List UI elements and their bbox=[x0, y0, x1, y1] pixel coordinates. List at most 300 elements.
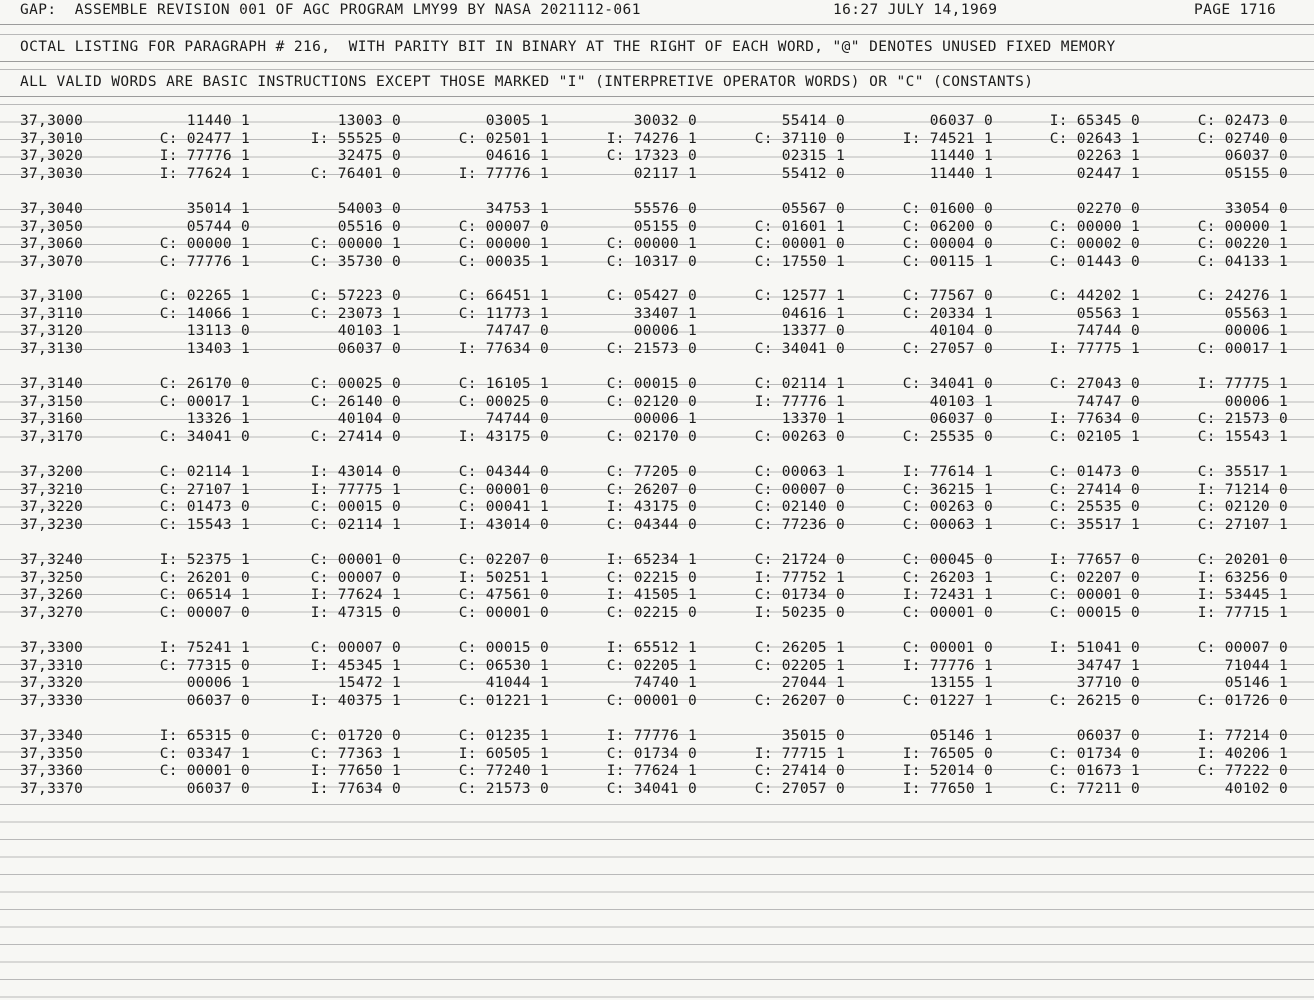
octal-word: 54003 0 bbox=[337, 201, 401, 217]
octal-word: C: 12577 1 bbox=[754, 288, 845, 304]
octal-word: C: 00007 0 bbox=[1197, 640, 1288, 656]
octal-word: 41044 1 bbox=[485, 675, 549, 691]
octal-word: C: 35517 1 bbox=[1197, 464, 1288, 480]
octal-word: I: 77650 1 bbox=[902, 780, 993, 797]
octal-word: I: 74276 1 bbox=[606, 130, 697, 147]
octal-word: C: 00063 1 bbox=[754, 464, 845, 480]
octal-word: C: 01473 0 bbox=[1049, 464, 1140, 480]
row-address: 37,3030 bbox=[20, 165, 84, 182]
octal-word: I: 65234 1 bbox=[606, 552, 697, 568]
octal-word: I: 77775 1 bbox=[1049, 340, 1140, 357]
octal-word: I: 77776 1 bbox=[606, 728, 697, 744]
octal-word: C: 27043 0 bbox=[1049, 376, 1140, 392]
octal-word: C: 27414 0 bbox=[754, 763, 845, 779]
octal-word: 06037 0 bbox=[1224, 148, 1288, 164]
octal-word: C: 35730 0 bbox=[310, 253, 401, 270]
octal-word: I: 51041 0 bbox=[1049, 640, 1140, 656]
octal-word: C: 01443 0 bbox=[1049, 253, 1140, 270]
octal-word: I: 40375 1 bbox=[310, 692, 401, 709]
header-line-3 bbox=[0, 72, 1314, 97]
octal-word: C: 02207 0 bbox=[1049, 569, 1140, 586]
octal-word: 05146 1 bbox=[929, 728, 993, 744]
octal-word: 02270 0 bbox=[1076, 201, 1140, 217]
octal-word: C: 00017 1 bbox=[1197, 340, 1288, 357]
listing-row bbox=[0, 482, 1314, 500]
octal-word: C: 01601 1 bbox=[754, 218, 845, 235]
octal-word: C: 00000 1 bbox=[159, 236, 250, 252]
listing-row bbox=[0, 254, 1314, 272]
octal-word: 34747 1 bbox=[1076, 657, 1140, 674]
listing-row bbox=[0, 236, 1314, 254]
octal-word: C: 11773 1 bbox=[458, 305, 549, 322]
block-separator bbox=[0, 622, 1314, 640]
octal-word: C: 77240 1 bbox=[458, 763, 549, 779]
octal-word: 05567 0 bbox=[781, 201, 845, 217]
octal-word: C: 00041 1 bbox=[458, 499, 549, 515]
listing-row bbox=[0, 746, 1314, 764]
octal-word: I: 60505 1 bbox=[458, 745, 549, 762]
octal-word: C: 00001 0 bbox=[310, 552, 401, 568]
octal-word: C: 27057 0 bbox=[902, 340, 993, 357]
octal-word: 04616 1 bbox=[781, 305, 845, 322]
row-address: 37,3010 bbox=[20, 130, 84, 147]
octal-word: 55412 0 bbox=[781, 165, 845, 182]
octal-word: I: 50235 0 bbox=[754, 604, 845, 621]
octal-word: 06037 0 bbox=[337, 340, 401, 357]
octal-word: 37710 0 bbox=[1076, 675, 1140, 691]
octal-word: C: 02120 0 bbox=[1197, 499, 1288, 515]
octal-word: I: 74521 1 bbox=[902, 130, 993, 147]
octal-word: 55414 0 bbox=[781, 113, 845, 129]
octal-word: C: 34041 0 bbox=[159, 428, 250, 445]
octal-word: C: 00015 0 bbox=[458, 640, 549, 656]
octal-word: 74747 0 bbox=[1076, 393, 1140, 410]
octal-word: C: 77363 1 bbox=[310, 745, 401, 762]
octal-word: C: 00015 0 bbox=[606, 376, 697, 392]
octal-word: C: 00263 0 bbox=[902, 499, 993, 515]
octal-word: C: 01734 0 bbox=[754, 587, 845, 603]
octal-word: C: 00025 0 bbox=[310, 376, 401, 392]
octal-word: 05744 0 bbox=[186, 218, 250, 235]
octal-word: 13377 0 bbox=[781, 323, 845, 339]
octal-word: C: 21573 0 bbox=[458, 780, 549, 797]
header-line-1 bbox=[0, 0, 1314, 25]
octal-word: C: 06530 1 bbox=[458, 657, 549, 674]
octal-word: C: 14066 1 bbox=[159, 305, 250, 322]
octal-word: C: 01734 0 bbox=[1049, 745, 1140, 762]
octal-word: C: 77776 1 bbox=[159, 253, 250, 270]
octal-word: I: 77715 1 bbox=[1197, 604, 1288, 621]
listing-row bbox=[0, 219, 1314, 237]
octal-word: C: 02215 0 bbox=[606, 569, 697, 586]
octal-word: 74740 1 bbox=[633, 675, 697, 691]
octal-word: C: 00007 0 bbox=[310, 569, 401, 586]
octal-word: 35015 0 bbox=[781, 728, 845, 744]
octal-word: I: 43014 0 bbox=[458, 516, 549, 533]
octal-word: C: 10317 0 bbox=[606, 253, 697, 270]
octal-word: C: 00263 0 bbox=[754, 428, 845, 445]
octal-word: C: 23073 1 bbox=[310, 305, 401, 322]
octal-word: C: 04344 0 bbox=[458, 464, 549, 480]
octal-word: 34753 1 bbox=[485, 201, 549, 217]
listing-row bbox=[0, 131, 1314, 149]
octal-word: C: 02114 1 bbox=[159, 464, 250, 480]
listing-row bbox=[0, 605, 1314, 623]
octal-word: I: 41505 1 bbox=[606, 587, 697, 603]
octal-word: C: 05427 0 bbox=[606, 288, 697, 304]
block-separator bbox=[0, 710, 1314, 728]
octal-word: I: 77614 1 bbox=[902, 464, 993, 480]
octal-word: I: 77657 0 bbox=[1049, 552, 1140, 568]
page-number: PAGE 1716 bbox=[1194, 2, 1277, 18]
octal-word: 00006 1 bbox=[1224, 393, 1288, 410]
octal-word: C: 00007 0 bbox=[310, 640, 401, 656]
octal-word: 33054 0 bbox=[1224, 201, 1288, 217]
row-address: 37,3160 bbox=[20, 411, 84, 427]
listing-row bbox=[0, 675, 1314, 693]
row-address: 37,3370 bbox=[20, 780, 84, 797]
row-address: 37,3060 bbox=[20, 236, 84, 252]
octal-word: C: 02114 1 bbox=[754, 376, 845, 392]
octal-word: 40102 0 bbox=[1224, 780, 1288, 797]
row-address: 37,3140 bbox=[20, 376, 84, 392]
octal-word: 06037 0 bbox=[186, 692, 250, 709]
octal-word: C: 26215 0 bbox=[1049, 692, 1140, 709]
octal-word: C: 17550 1 bbox=[754, 253, 845, 270]
octal-word: C: 34041 0 bbox=[902, 376, 993, 392]
octal-word: C: 01235 1 bbox=[458, 728, 549, 744]
row-address: 37,3340 bbox=[20, 728, 84, 744]
octal-word: C: 00045 0 bbox=[902, 552, 993, 568]
octal-word: C: 21573 0 bbox=[606, 340, 697, 357]
octal-word: C: 77222 0 bbox=[1197, 763, 1288, 779]
octal-word: C: 00025 0 bbox=[458, 393, 549, 410]
octal-word: 06037 0 bbox=[929, 113, 993, 129]
octal-word: C: 00000 1 bbox=[1197, 218, 1288, 235]
header-line-2 bbox=[0, 37, 1314, 62]
octal-word: I: 77775 1 bbox=[310, 481, 401, 498]
row-address: 37,3200 bbox=[20, 464, 84, 480]
octal-word: 02117 1 bbox=[633, 165, 697, 182]
octal-word: I: 53445 1 bbox=[1197, 587, 1288, 603]
octal-word: C: 00000 1 bbox=[458, 236, 549, 252]
octal-word: I: 77752 1 bbox=[754, 569, 845, 586]
octal-word: 06037 0 bbox=[1076, 728, 1140, 744]
octal-word: 13326 1 bbox=[186, 411, 250, 427]
octal-word: C: 00004 0 bbox=[902, 236, 993, 252]
listing-row bbox=[0, 640, 1314, 658]
octal-word: I: 45345 1 bbox=[310, 657, 401, 674]
octal-word: C: 15543 1 bbox=[1197, 428, 1288, 445]
octal-word: C: 00001 0 bbox=[606, 692, 697, 709]
octal-word: 00006 1 bbox=[633, 411, 697, 427]
octal-word: 11440 1 bbox=[186, 113, 250, 129]
octal-word: C: 00220 1 bbox=[1197, 236, 1288, 252]
octal-word: C: 03347 1 bbox=[159, 745, 250, 762]
octal-word: C: 02215 0 bbox=[606, 604, 697, 621]
listing-row bbox=[0, 394, 1314, 412]
octal-word: 15472 1 bbox=[337, 675, 401, 691]
octal-word: C: 16105 1 bbox=[458, 376, 549, 392]
octal-word: C: 00001 0 bbox=[458, 481, 549, 498]
octal-word: 35014 1 bbox=[186, 201, 250, 217]
octal-word: 02263 1 bbox=[1076, 148, 1140, 164]
octal-word: I: 65315 0 bbox=[159, 728, 250, 744]
octal-word: I: 43014 0 bbox=[310, 464, 401, 480]
octal-word: I: 77650 1 bbox=[310, 763, 401, 779]
octal-word: C: 27107 1 bbox=[1197, 516, 1288, 533]
octal-word: I: 77214 0 bbox=[1197, 728, 1288, 744]
listing-row bbox=[0, 464, 1314, 482]
octal-word: C: 00063 1 bbox=[902, 516, 993, 533]
octal-word: C: 20334 1 bbox=[902, 305, 993, 322]
octal-word: I: 63256 0 bbox=[1197, 569, 1288, 586]
octal-word: C: 20201 0 bbox=[1197, 552, 1288, 568]
octal-word: I: 76505 0 bbox=[902, 745, 993, 762]
row-address: 37,3020 bbox=[20, 148, 84, 164]
octal-word: I: 43175 0 bbox=[606, 499, 697, 515]
octal-word: C: 35517 1 bbox=[1049, 516, 1140, 533]
octal-word: 02447 1 bbox=[1076, 165, 1140, 182]
octal-word: I: 77634 0 bbox=[458, 340, 549, 357]
assembly-title: GAP: ASSEMBLE REVISION 001 OF AGC PROGRAM LMY99 BY NASA 2021112-061 bbox=[20, 2, 641, 18]
octal-word: I: 71214 0 bbox=[1197, 481, 1288, 498]
listing-row bbox=[0, 781, 1314, 799]
row-address: 37,3000 bbox=[20, 113, 84, 129]
octal-word: C: 77205 0 bbox=[606, 464, 697, 480]
octal-word: C: 26205 1 bbox=[754, 640, 845, 656]
block-separator bbox=[0, 270, 1314, 288]
octal-word: 00006 1 bbox=[186, 675, 250, 691]
octal-word: C: 21724 0 bbox=[754, 552, 845, 568]
octal-word: 06037 0 bbox=[186, 780, 250, 797]
octal-word: C: 00001 0 bbox=[902, 640, 993, 656]
octal-word: C: 02170 0 bbox=[606, 428, 697, 445]
listing-row bbox=[0, 166, 1314, 184]
octal-word: I: 77776 1 bbox=[458, 165, 549, 182]
octal-word: C: 02207 0 bbox=[458, 552, 549, 568]
octal-word: C: 01734 0 bbox=[606, 745, 697, 762]
octal-word: I: 72431 1 bbox=[902, 587, 993, 603]
listing-row bbox=[0, 693, 1314, 711]
listing-row bbox=[0, 517, 1314, 535]
row-address: 37,3310 bbox=[20, 657, 84, 674]
octal-word: 13403 1 bbox=[186, 340, 250, 357]
listing-row bbox=[0, 728, 1314, 746]
octal-word: I: 77715 1 bbox=[754, 745, 845, 762]
block-separator bbox=[0, 446, 1314, 464]
octal-word: C: 77567 0 bbox=[902, 288, 993, 304]
octal-word: C: 00015 0 bbox=[1049, 604, 1140, 621]
octal-word: C: 26203 1 bbox=[902, 569, 993, 586]
row-address: 37,3110 bbox=[20, 305, 84, 322]
row-address: 37,3360 bbox=[20, 763, 84, 779]
octal-word: I: 77776 1 bbox=[754, 393, 845, 410]
row-address: 37,3350 bbox=[20, 745, 84, 762]
octal-word: C: 77315 0 bbox=[159, 657, 250, 674]
row-address: 37,3230 bbox=[20, 516, 84, 533]
octal-word: C: 37110 0 bbox=[754, 130, 845, 147]
octal-word: C: 00015 0 bbox=[310, 499, 401, 515]
octal-word: C: 02740 0 bbox=[1197, 130, 1288, 147]
octal-word: C: 00017 1 bbox=[159, 393, 250, 410]
row-address: 37,3330 bbox=[20, 692, 84, 709]
octal-word: I: 77624 1 bbox=[310, 587, 401, 603]
octal-word: 02315 1 bbox=[781, 148, 845, 164]
row-address: 37,3300 bbox=[20, 640, 84, 656]
octal-word: C: 26170 0 bbox=[159, 376, 250, 392]
octal-word: 05155 0 bbox=[633, 218, 697, 235]
octal-word: I: 77624 1 bbox=[159, 165, 250, 182]
block-separator bbox=[0, 534, 1314, 552]
row-address: 37,3210 bbox=[20, 481, 84, 498]
octal-word: C: 00035 1 bbox=[458, 253, 549, 270]
octal-word: I: 52375 1 bbox=[159, 552, 250, 568]
octal-word: 00006 1 bbox=[1224, 323, 1288, 339]
octal-word: C: 01227 1 bbox=[902, 692, 993, 709]
assembly-timestamp: 16:27 JULY 14,1969 bbox=[833, 2, 998, 18]
listing-legend: ALL VALID WORDS ARE BASIC INSTRUCTIONS EXCEPT THOSE MARKED "I" (INTERPRETIVE OPERATOR WORDS) OR "C" (CONSTANTS) bbox=[20, 74, 1034, 90]
octal-word: C: 27107 1 bbox=[159, 481, 250, 498]
octal-word: 71044 1 bbox=[1224, 657, 1288, 674]
octal-word: I: 77634 0 bbox=[1049, 411, 1140, 427]
octal-word: 40104 0 bbox=[929, 323, 993, 339]
octal-word: 05146 1 bbox=[1224, 675, 1288, 691]
octal-word: I: 43175 0 bbox=[458, 428, 549, 445]
octal-word: C: 25535 0 bbox=[1049, 499, 1140, 515]
octal-word: I: 50251 1 bbox=[458, 569, 549, 586]
octal-word: C: 26201 0 bbox=[159, 569, 250, 586]
row-address: 37,3170 bbox=[20, 428, 84, 445]
octal-word: C: 76401 0 bbox=[310, 165, 401, 182]
octal-word: C: 57223 0 bbox=[310, 288, 401, 304]
octal-word: C: 24276 1 bbox=[1197, 288, 1288, 304]
octal-word: 11440 1 bbox=[929, 148, 993, 164]
octal-word: C: 27057 0 bbox=[754, 780, 845, 797]
row-address: 37,3070 bbox=[20, 253, 84, 270]
octal-word: 03005 1 bbox=[485, 113, 549, 129]
octal-word: 13113 0 bbox=[186, 323, 250, 339]
listing-row bbox=[0, 552, 1314, 570]
octal-word: C: 21573 0 bbox=[1197, 411, 1288, 427]
listing-description: OCTAL LISTING FOR PARAGRAPH # 216, WITH PARITY BIT IN BINARY AT THE RIGHT OF EACH WORD, "@" DENOTES UNUSED FIXED MEMORY bbox=[20, 39, 1116, 55]
octal-word: 11440 1 bbox=[929, 165, 993, 182]
octal-word: I: 77775 1 bbox=[1197, 376, 1288, 392]
octal-word: C: 34041 0 bbox=[754, 340, 845, 357]
octal-word: C: 00001 0 bbox=[754, 236, 845, 252]
row-address: 37,3050 bbox=[20, 218, 84, 235]
octal-word: C: 02643 1 bbox=[1049, 130, 1140, 147]
octal-word: 40103 1 bbox=[337, 323, 401, 339]
octal-word: 13155 1 bbox=[929, 675, 993, 691]
row-address: 37,3040 bbox=[20, 201, 84, 217]
listing-row bbox=[0, 323, 1314, 341]
listing-row bbox=[0, 306, 1314, 324]
octal-word: C: 00001 0 bbox=[458, 604, 549, 621]
octal-word: C: 47561 0 bbox=[458, 587, 549, 603]
octal-word: C: 00007 0 bbox=[754, 481, 845, 498]
listing-row bbox=[0, 658, 1314, 676]
octal-word: C: 00002 0 bbox=[1049, 236, 1140, 252]
octal-word: 05563 1 bbox=[1076, 305, 1140, 322]
block-separator bbox=[0, 183, 1314, 201]
octal-word: C: 26207 0 bbox=[754, 692, 845, 709]
octal-word: C: 77236 0 bbox=[754, 516, 845, 533]
listing-row bbox=[0, 411, 1314, 429]
octal-word: 13370 1 bbox=[781, 411, 845, 427]
octal-word: C: 06200 0 bbox=[902, 218, 993, 235]
listing-row bbox=[0, 148, 1314, 166]
block-separator bbox=[0, 358, 1314, 376]
row-address: 37,3150 bbox=[20, 393, 84, 410]
listing-row bbox=[0, 288, 1314, 306]
octal-word: C: 00001 0 bbox=[1049, 587, 1140, 603]
octal-word: C: 36215 1 bbox=[902, 481, 993, 498]
octal-word: 05563 1 bbox=[1224, 305, 1288, 322]
octal-word: C: 15543 1 bbox=[159, 516, 250, 533]
listing-row bbox=[0, 341, 1314, 359]
octal-word: C: 02265 1 bbox=[159, 288, 250, 304]
octal-word: 13003 0 bbox=[337, 113, 401, 129]
octal-word: C: 77211 0 bbox=[1049, 780, 1140, 797]
octal-word: C: 01726 0 bbox=[1197, 692, 1288, 709]
octal-word: C: 02205 1 bbox=[754, 657, 845, 674]
octal-word: C: 00007 0 bbox=[159, 604, 250, 621]
octal-word: I: 77776 1 bbox=[159, 148, 250, 164]
octal-word: C: 00001 0 bbox=[902, 604, 993, 621]
octal-word: C: 00115 1 bbox=[902, 253, 993, 270]
listing-row bbox=[0, 570, 1314, 588]
octal-word: I: 77624 1 bbox=[606, 763, 697, 779]
octal-word: I: 77776 1 bbox=[902, 657, 993, 674]
octal-word: 06037 0 bbox=[929, 411, 993, 427]
octal-word: C: 02477 1 bbox=[159, 130, 250, 147]
octal-word: I: 75241 1 bbox=[159, 640, 250, 656]
row-address: 37,3130 bbox=[20, 340, 84, 357]
octal-word: C: 01720 0 bbox=[310, 728, 401, 744]
listing-row bbox=[0, 201, 1314, 219]
octal-word: C: 04133 1 bbox=[1197, 253, 1288, 270]
octal-word: C: 34041 0 bbox=[606, 780, 697, 797]
octal-word: 40103 1 bbox=[929, 393, 993, 410]
row-address: 37,3250 bbox=[20, 569, 84, 586]
octal-word: C: 00000 1 bbox=[310, 236, 401, 252]
listing-row bbox=[0, 499, 1314, 517]
octal-word: I: 40206 1 bbox=[1197, 745, 1288, 762]
octal-word: C: 27414 0 bbox=[310, 428, 401, 445]
octal-word: C: 02205 1 bbox=[606, 657, 697, 674]
octal-word: 32475 0 bbox=[337, 148, 401, 164]
row-address: 37,3220 bbox=[20, 499, 84, 515]
octal-word: C: 17323 0 bbox=[606, 148, 697, 164]
octal-word: C: 04344 0 bbox=[606, 516, 697, 533]
octal-word: C: 66451 1 bbox=[458, 288, 549, 304]
listing-row bbox=[0, 763, 1314, 781]
octal-word: 27044 1 bbox=[781, 675, 845, 691]
octal-word: 33407 1 bbox=[633, 305, 697, 322]
octal-word: 00006 1 bbox=[633, 323, 697, 339]
octal-word: I: 65512 1 bbox=[606, 640, 697, 656]
octal-word: 05155 0 bbox=[1224, 165, 1288, 182]
octal-word: C: 02473 0 bbox=[1197, 113, 1288, 129]
octal-word: C: 02501 1 bbox=[458, 130, 549, 147]
octal-word: I: 52014 0 bbox=[902, 763, 993, 779]
listing-row bbox=[0, 587, 1314, 605]
octal-word: C: 25535 0 bbox=[902, 428, 993, 445]
octal-word: I: 55525 0 bbox=[310, 130, 401, 147]
row-address: 37,3260 bbox=[20, 587, 84, 603]
octal-word: C: 02105 1 bbox=[1049, 428, 1140, 445]
